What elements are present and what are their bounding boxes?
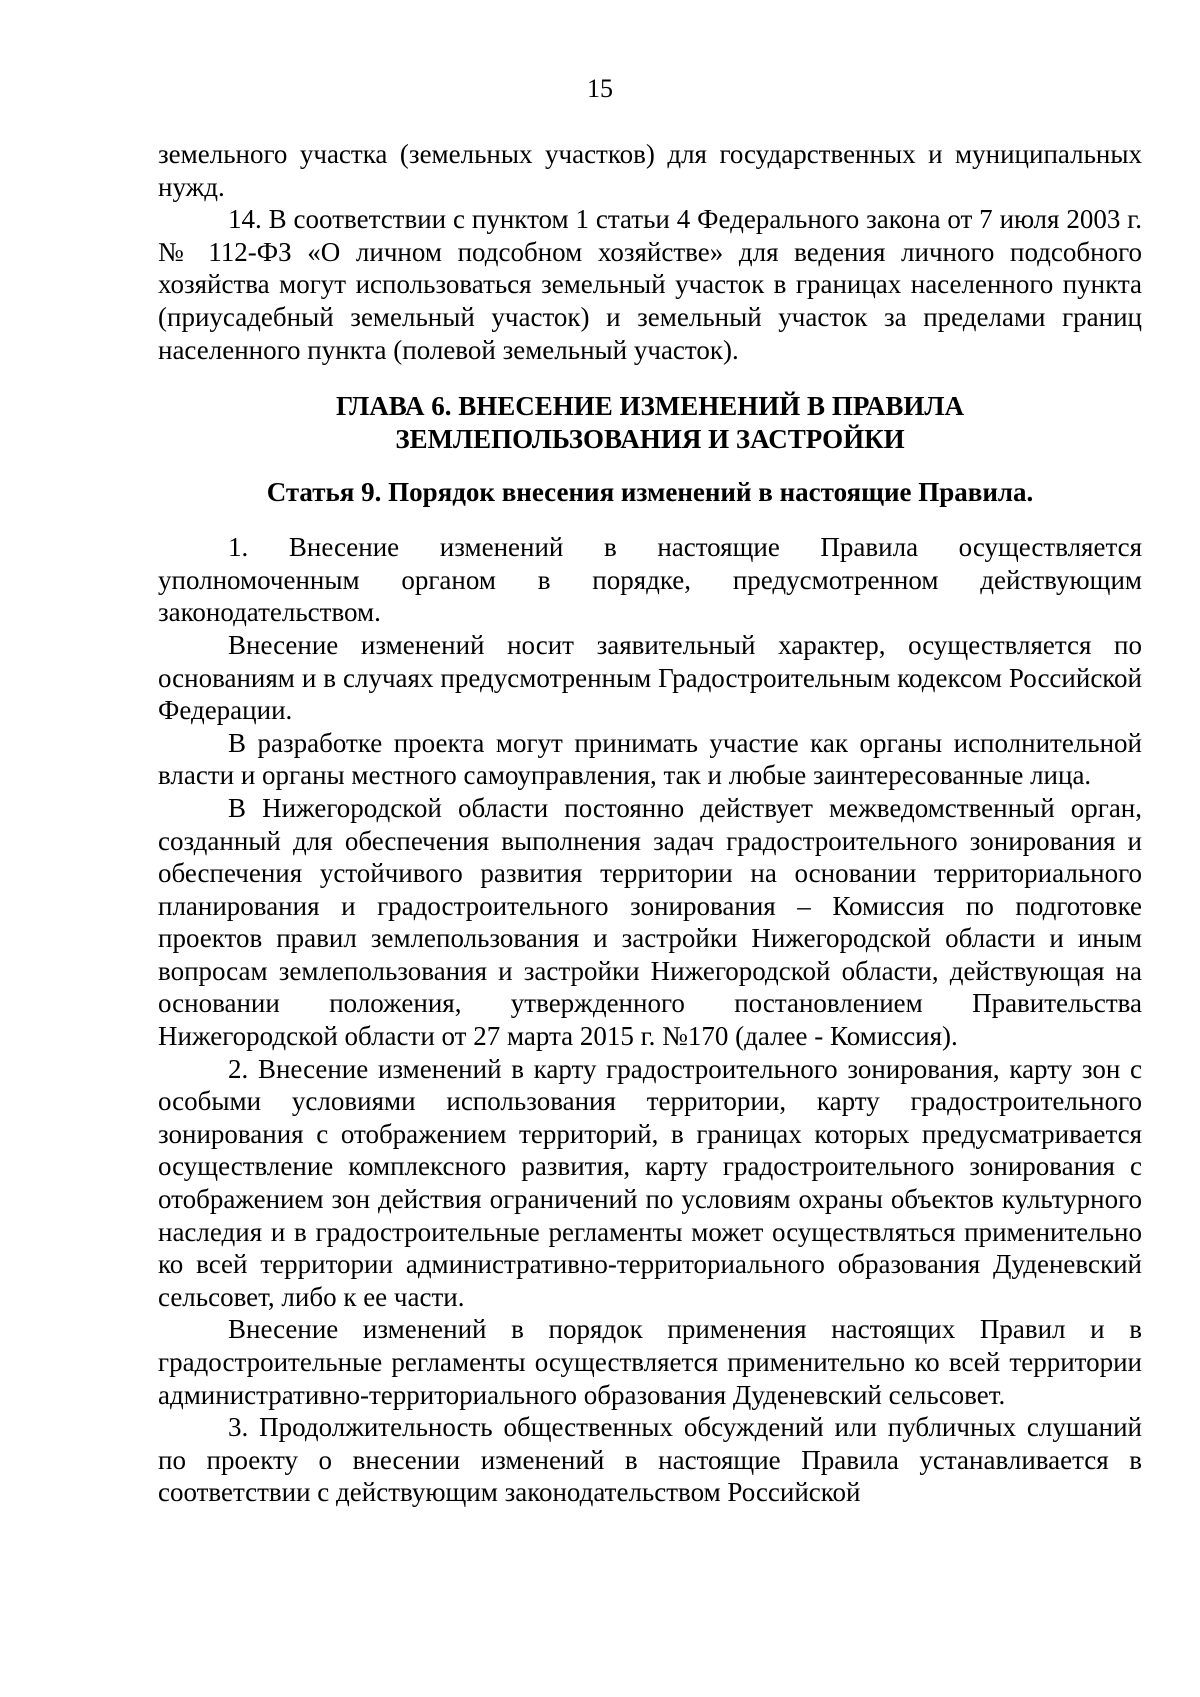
paragraph: В разработке проекта могут принимать участие как органы исполнительной власти и органы местного самоуправления, так и любые заинтересованные лица.: [158, 727, 1142, 791]
article-title: Статья 9. Порядок внесения изменений в настоящие Правила.: [266, 477, 1034, 508]
paragraph: В Нижегородской области постоянно действует межведомственный орган, созданный для обеспечения выполнения задач градостроительного зонирования и обеспечения устойчивого развития территории на основании территориального планирования и градостроительного зонирования – Комиссия по подготовке проектов правил землепользования и застройки Нижегородской области и иным вопросам землепользования и застройки Нижегородской области, действующая на основании положения, утвержденного постановлением Правительства Нижегородской области от 27 марта 2015 г. №170 (далее - Комиссия).: [158, 792, 1142, 1052]
chapter-title: [158, 390, 1142, 456]
chapter-title-line: ЗЕМЛЕПОЛЬЗОВАНИЯ И ЗАСТРОЙКИ: [395, 424, 905, 455]
paragraph: 14. В соответствии с пунктом 1 статьи 4 Федерального закона от 7 июля 2003 г. № 112-ФЗ «О личном подсобном хозяйстве» для ведения личного подсобного хозяйства могут использоваться земельный участок в границах населенного пункта (приусадебный земельный участок) и земельный участок за пределами границ населенного пункта (полевой земельный участок).: [158, 204, 1142, 365]
page-number: 15: [587, 74, 613, 103]
paragraph: 1. Внесение изменений в настоящие Правила осуществляется уполномоченным органом в порядке, предусмотренном действующим законодательством.: [158, 532, 1142, 628]
chapter-title-line: ГЛАВА 6. ВНЕСЕНИЕ ИЗМЕНЕНИЙ В ПРАВИЛА: [335, 391, 964, 422]
paragraph: Внесение изменений в порядок применения настоящих Правил и в градостроительные регламенты осуществляется применительно ко всей территории административно-территориального образования Дуденевский сельсовет.: [158, 1314, 1142, 1410]
paragraph: 2. Внесение изменений в карту градостроительного зонирования, карту зон с особыми условиями использования территории, карту градостроительного зонирования с отображением территорий, в границах которых предусматривается осуществление комплексного развития, карту градостроительного зонирования с отображением зон действия ограничений по условиям охраны объектов культурного наследия и в градостроительные регламенты может осуществляться применительно ко всей территории административно-территориального образования Дуденевский сельсовет, либо к ее части.: [158, 1053, 1142, 1312]
page-content: [158, 138, 1142, 1509]
paragraph: земельного участка (земельных участков) для государственных и муниципальных нужд.: [158, 139, 1142, 202]
paragraph: 3. Продолжительность общественных обсуждений или публичных слушаний по проекту о внесении изменений в настоящие Правила устанавливается в соответствии с действующим законодательством Российской: [158, 1412, 1142, 1508]
paragraph: Внесение изменений носит заявительный характер, осуществляется по основаниям и в случаях предусмотренным Градостроительным кодексом Российской Федерации.: [158, 629, 1142, 726]
